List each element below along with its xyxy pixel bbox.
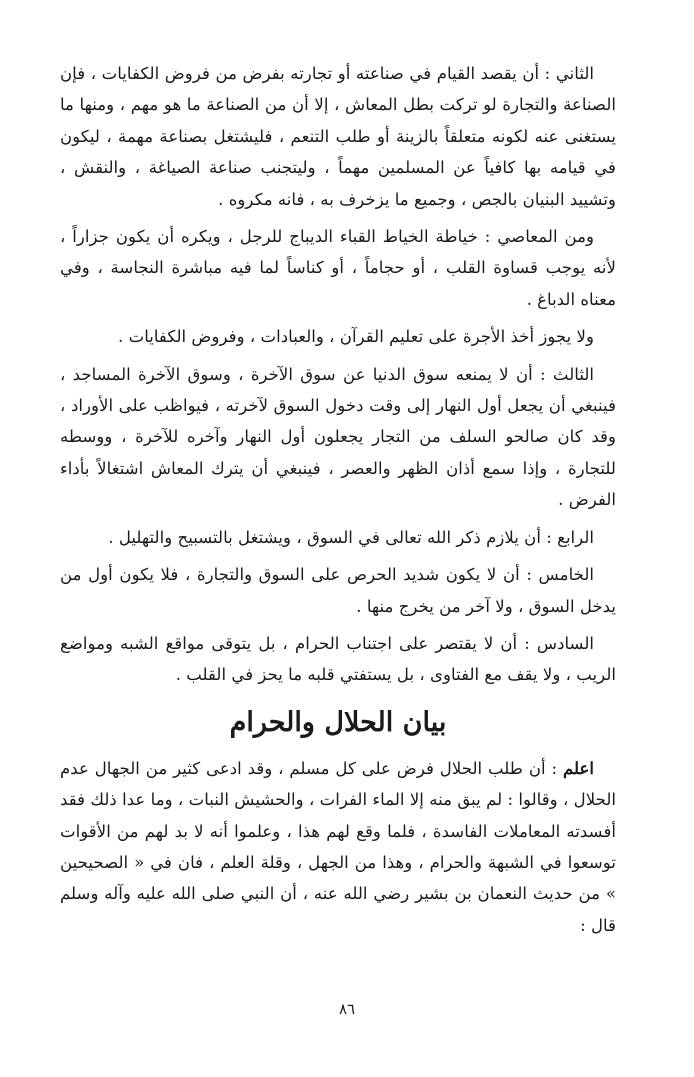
paragraph-third: الثالث : أن لا يمنعه سوق الدنيا عن سوق الآخرة ، وسوق الآخرة المساجد ، فينبغي أن يجعل أول النهار إلى وقت دخول السوق لآخرته ، فيواظب على الأوراد ، وقد كان صالحو السلف من التجار يجعلون أول النهار وآخره للآخرة ، ووسطه للتجارة ، وإذا سمع أذان الظهر والعصر ، فينبغي أن يترك المعاش اشتغالاً بأداء الفرض . [60, 364, 616, 510]
paragraph-know [60, 753, 616, 941]
page-number: ٨٦ [338, 1000, 356, 1018]
section-heading: بيان الحلال والحرام [229, 706, 447, 738]
paragraph-key-word: اعلم [562, 757, 594, 778]
paragraph-sixth: السادس : أن لا يقتصر على اجتناب الحرام ، بل يتوقى مواقع الشبه ومواضع الريب ، ولا يقف مع الفتاوى ، بل يستفتي قلبه ما يحز في القلب . [60, 633, 616, 685]
paragraph-wages: ولا يجوز أخذ الأجرة على تعليم القرآن ، والعبادات ، وفروض الكفايات . [118, 327, 594, 347]
paragraph-know-text: : أن طلب الحلال فرض على كل مسلم ، وقد ادعى كثير من الجهال عدم الحلال ، وقالوا : لم يبق منه إلا الماء الفرات ، والحشيش النبات ، وما عدا ذلك فقد أفسدته المعاملات الفاسدة ، فلما وقع لهم هذا ، وعلموا أنه لا بد لهم من الأقوات توسعوا في الشبهة والحرام ، وهذا من الجهل ، وقلة العلم ، فان في « الصحيحين » من حديث النعمان بن بشير رضي الله عنه ، أن النبي صلى الله عليه وآله وسلم قال : [60, 758, 616, 935]
paragraph-second: الثاني : أن يقصد القيام في صناعته أو تجارته بفرض من فروض الكفايات ، فإن الصناعة والتجارة لو تركت بطل المعاش ، إلا أن من الصناعة ما هو مهم ، ومنها ما يستغنى عنه لكونه متعلقاً بالزينة أو طلب التنعم ، فليشتغل بصناعة مهمة ، ليكون في قيامه بها كافياً عن المسلمين مهماً ، وليتجنب صناعة الصياغة ، والنقش ، وتشييد البنيان بالجص ، وجميع ما يزخرف به ، فانه مكروه . [60, 64, 616, 209]
paragraph-fifth: الخامس : أن لا يكون شديد الحرص على السوق والتجارة ، فلا يكون أول من يدخل السوق ، ولا آخر من يخرج منها . [60, 565, 616, 616]
document-page [60, 58, 616, 947]
paragraph-fourth: الرابع : أن يلازم ذكر الله تعالى في السوق ، ويشتغل بالتسبيح والتهليل . [108, 527, 594, 547]
paragraph-sins: ومن المعاصي : خياطة الخياط القباء الديباج للرجل ، ويكره أن يكون جزاراً ، لأنه يوجب قساوة القلب ، أو حجاماً ، أو كناساً لما فيه مباشرة النجاسة ، وفي معناه الدباغ . [60, 227, 616, 309]
